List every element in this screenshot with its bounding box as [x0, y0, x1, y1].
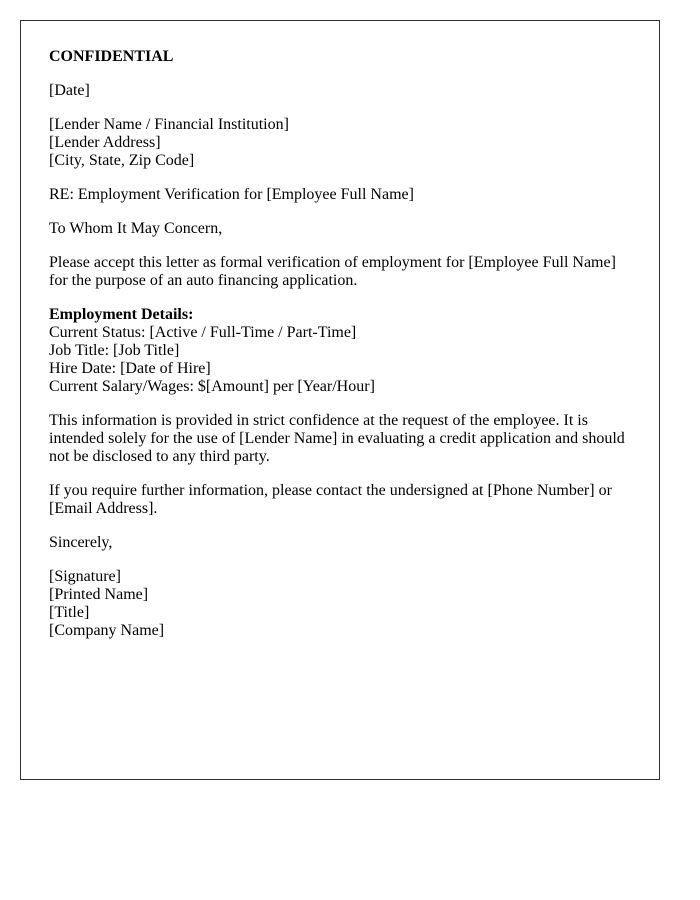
- detail-current-status: Current Status: [Active / Full-Time / Part-Time]: [49, 324, 357, 341]
- contact-paragraph: If you require further information, please contact the undersigned at [Phone Number] or [Email Address].: [49, 482, 612, 517]
- signer-title: [Title]: [49, 604, 90, 621]
- recipient-block: [49, 116, 631, 170]
- signature: [Signature]: [49, 568, 121, 585]
- closing: Sincerely,: [49, 534, 113, 551]
- subject-line: RE: Employment Verification for [Employee Full Name]: [49, 186, 414, 203]
- salutation: To Whom It May Concern,: [49, 220, 223, 237]
- lender-city-state-zip: [City, State, Zip Code]: [49, 152, 195, 169]
- printed-name: [Printed Name]: [49, 586, 149, 603]
- detail-salary: Current Salary/Wages: $[Amount] per [Year/Hour]: [49, 378, 375, 395]
- lender-address: [Lender Address]: [49, 134, 161, 151]
- employment-details-title: Employment Details:: [49, 306, 194, 323]
- letter-date: [Date]: [49, 82, 90, 99]
- confidentiality-paragraph: This information is provided in strict confidence at the request of the employee. It is intended solely for the use of [Lender Name] in evaluating a credit application and should not be disclosed to any third party.: [49, 412, 625, 465]
- detail-hire-date: Hire Date: [Date of Hire]: [49, 360, 211, 377]
- detail-job-title: Job Title: [Job Title]: [49, 342, 180, 359]
- letter-page: [20, 20, 660, 780]
- confidential-heading: CONFIDENTIAL: [49, 48, 174, 65]
- intro-paragraph: Please accept this letter as formal verification of employment for [Employee Full Name] for the purpose of an auto financing application.: [49, 254, 616, 289]
- lender-name: [Lender Name / Financial Institution]: [49, 116, 289, 133]
- employment-details: [49, 306, 631, 396]
- company-name: [Company Name]: [49, 622, 165, 639]
- signature-block: [49, 568, 631, 640]
